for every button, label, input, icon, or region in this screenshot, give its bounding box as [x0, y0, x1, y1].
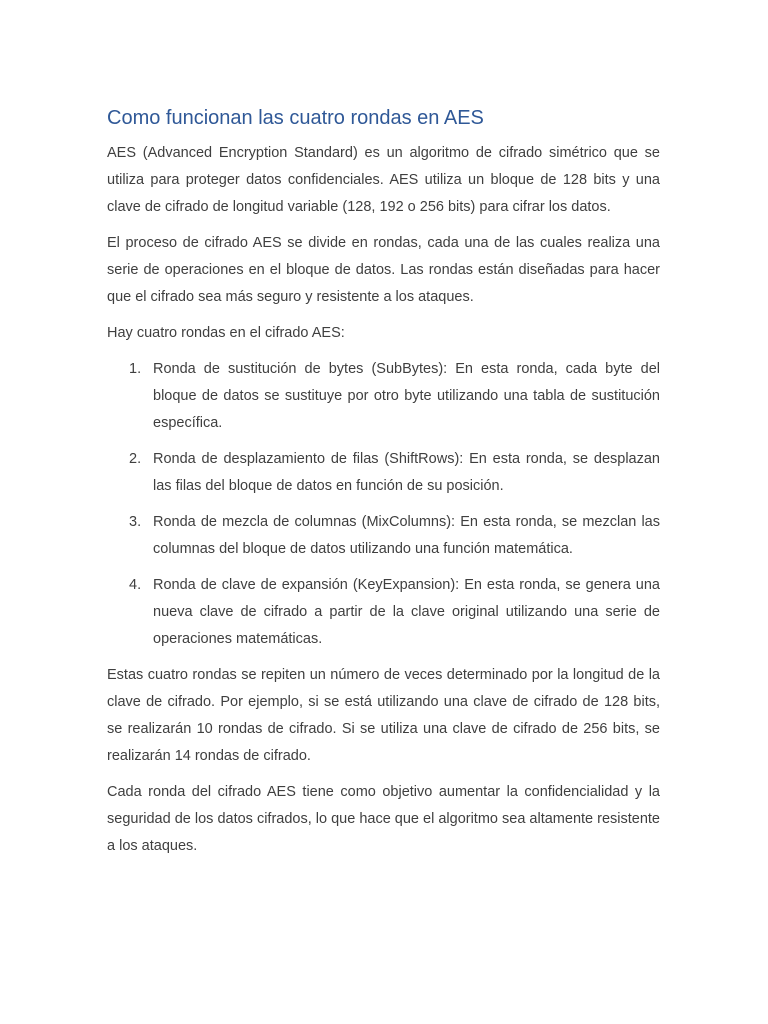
list-item-subbytes	[107, 356, 660, 437]
list-item-text: Ronda de desplazamiento de filas (ShiftRows): En esta ronda, se desplazan las filas del bloque de datos en función de su posición.	[153, 451, 660, 494]
list-item-number: 3.	[129, 514, 142, 530]
paragraph-conclusion: Cada ronda del cifrado AES tiene como objetivo aumentar la confidencialidad y la seguridad de los datos cifrados, lo que hace que el algoritmo sea altamente resistente a los ataques.	[107, 784, 660, 854]
list-item-text: Ronda de mezcla de columnas (MixColumns): En esta ronda, se mezclan las columnas del bloque de datos utilizando una función matemática.	[153, 514, 660, 557]
paragraph-rounds-count: Estas cuatro rondas se repiten un número de veces determinado por la longitud de la clave de cifrado. Por ejemplo, si se está utilizando una clave de cifrado de 128 bits, se realizarán 10 rondas de cifrado. Si se utiliza una clave de cifrado de 256 bits, se realizarán 14 rondas de cifrado.	[107, 667, 660, 764]
list-item-keyexpansion	[107, 572, 660, 653]
list-item-text: Ronda de clave de expansión (KeyExpansion): En esta ronda, se genera una nueva clave de cifrado a partir de la clave original utilizando una serie de operaciones matemáticas.	[153, 577, 660, 647]
paragraph-rounds-process: El proceso de cifrado AES se divide en rondas, cada una de las cuales realiza una serie de operaciones en el bloque de datos. Las rondas están diseñadas para hacer que el cifrado sea más seguro y resistente a los ataques.	[107, 235, 660, 305]
page-title: Como funcionan las cuatro rondas en AES	[107, 107, 484, 129]
paragraph-aes-definition: AES (Advanced Encryption Standard) es un algoritmo de cifrado simétrico que se utiliza para proteger datos confidenciales. AES utiliza un bloque de 128 bits y una clave de cifrado de longitud variable (128, 192 o 256 bits) para cifrar los datos.	[107, 145, 660, 215]
rounds-list	[107, 356, 660, 653]
list-item-shiftrows	[107, 446, 660, 500]
list-item-number: 2.	[129, 451, 142, 467]
list-item-text: Ronda de sustitución de bytes (SubBytes): En esta ronda, cada byte del bloque de datos se sustituye por otro byte utilizando una tabla de sustitución específica.	[153, 361, 660, 431]
list-item-number: 1.	[129, 361, 142, 377]
paragraph-list-intro: Hay cuatro rondas en el cifrado AES:	[107, 325, 345, 341]
list-item-mixcolumns	[107, 509, 660, 563]
list-item-number: 4.	[129, 577, 142, 593]
document-page	[107, 104, 660, 869]
